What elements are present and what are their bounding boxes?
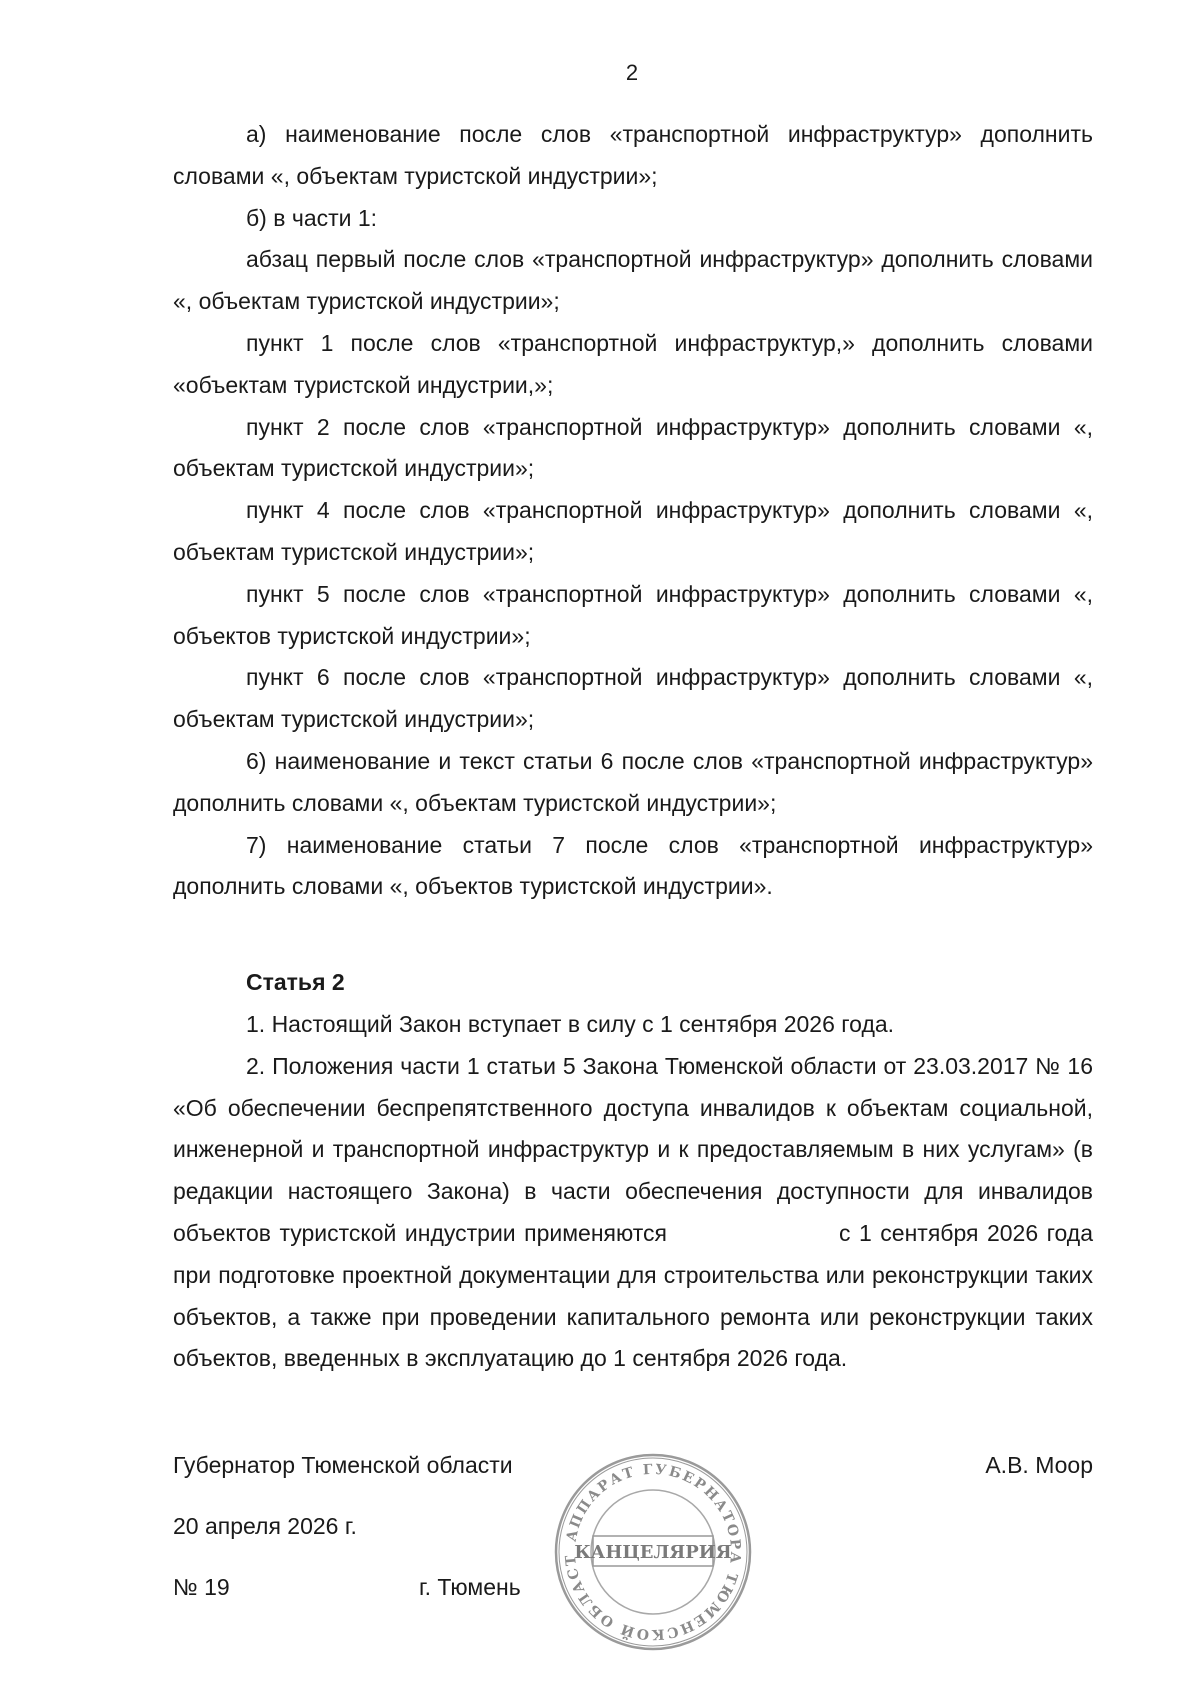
signature-date: 20 апреля 2026 г. (173, 1513, 357, 1539)
signature-position: Губернатор Тюменской области (173, 1452, 513, 1478)
seal-stamp-icon (553, 1452, 753, 1652)
signature-city: г. Тюмень (419, 1574, 521, 1600)
paragraph-punkt-2: пункт 2 после слов «транспортной инфраструктур» дополнить словами «, объектам туристской индустрии»; (173, 413, 1093, 482)
official-seal (553, 1452, 753, 1652)
article-2-item-2 (173, 1046, 1093, 1380)
seal-center-text: КАНЦЕЛЯРИЯ (574, 1542, 732, 1563)
article-2-item-1: 1. Настоящий Закон вступает в силу с 1 сентября 2026 года. (246, 1010, 895, 1037)
paragraph-a: а) наименование после слов «транспортной инфраструктур» дополнить словами «, объектам туристской индустрии»; (173, 121, 1093, 189)
paragraph-punkt-5: пункт 5 после слов «транспортной инфраструктур» дополнить словами «, объектов туристской индустрии»; (173, 580, 1093, 649)
paragraph-punkt-6: пункт 6 после слов «транспортной инфраструктур» дополнить словами «, объектам туристской индустрии»; (173, 664, 1093, 733)
article-2-heading: Статья 2 (246, 969, 345, 996)
paragraph-7: 7) наименование статьи 7 после слов «транспортной инфраструктур» дополнить словами «, объектов туристской индустрии». (173, 831, 1093, 900)
paragraph-punkt-1: пункт 1 после слов «транспортной инфраструктур,» дополнить словами «объектам туристской индустрии,»; (173, 329, 1093, 398)
article-2-item-2-part-2: с 1 сентября 2026 года при подготовке проектной документации для строительства или реконструкции таких объектов, а также при проведении капитального ремонта или реконструкции таких объектов, введенных в эксплуатацию до 1 сентября 2026 года. (173, 1219, 1094, 1372)
document-number: № 19 (173, 1574, 230, 1600)
page-number: 2 (625, 60, 639, 85)
paragraph-b: б) в части 1: (246, 204, 378, 231)
paragraph-6: 6) наименование и текст статьи 6 после слов «транспортной инфраструктур» дополнить словами «, объектам туристской индустрии»; (173, 747, 1093, 816)
signature-name: А.В. Моор (985, 1452, 1093, 1478)
article-2-item-2-part-1: 2. Положения части 1 статьи 5 Закона Тюменской области от 23.03.2017 № 16 «Об обеспечении беспрепятственного доступа инвалидов к объектам социальной, инженерной и транспортной инфраструктур и к предоставляемым в них услугам» (в редакции настоящего Закона) в части обеспечения доступности для инвалидов объектов туристской индустрии применяются (173, 1052, 1093, 1246)
paragraph-abzac: абзац первый после слов «транспортной инфраструктур» дополнить словами «, объектам туристской индустрии»; (173, 246, 1093, 315)
seal-outer-text: АППАРАТ ГУБЕРНАТОРА ТЮМЕНСКОЙ ОБЛАСТ (562, 1461, 744, 1643)
document-body (173, 114, 1093, 1380)
paragraph-punkt-4: пункт 4 после слов «транспортной инфраструктур» дополнить словами «, объектам туристской индустрии»; (173, 497, 1093, 565)
